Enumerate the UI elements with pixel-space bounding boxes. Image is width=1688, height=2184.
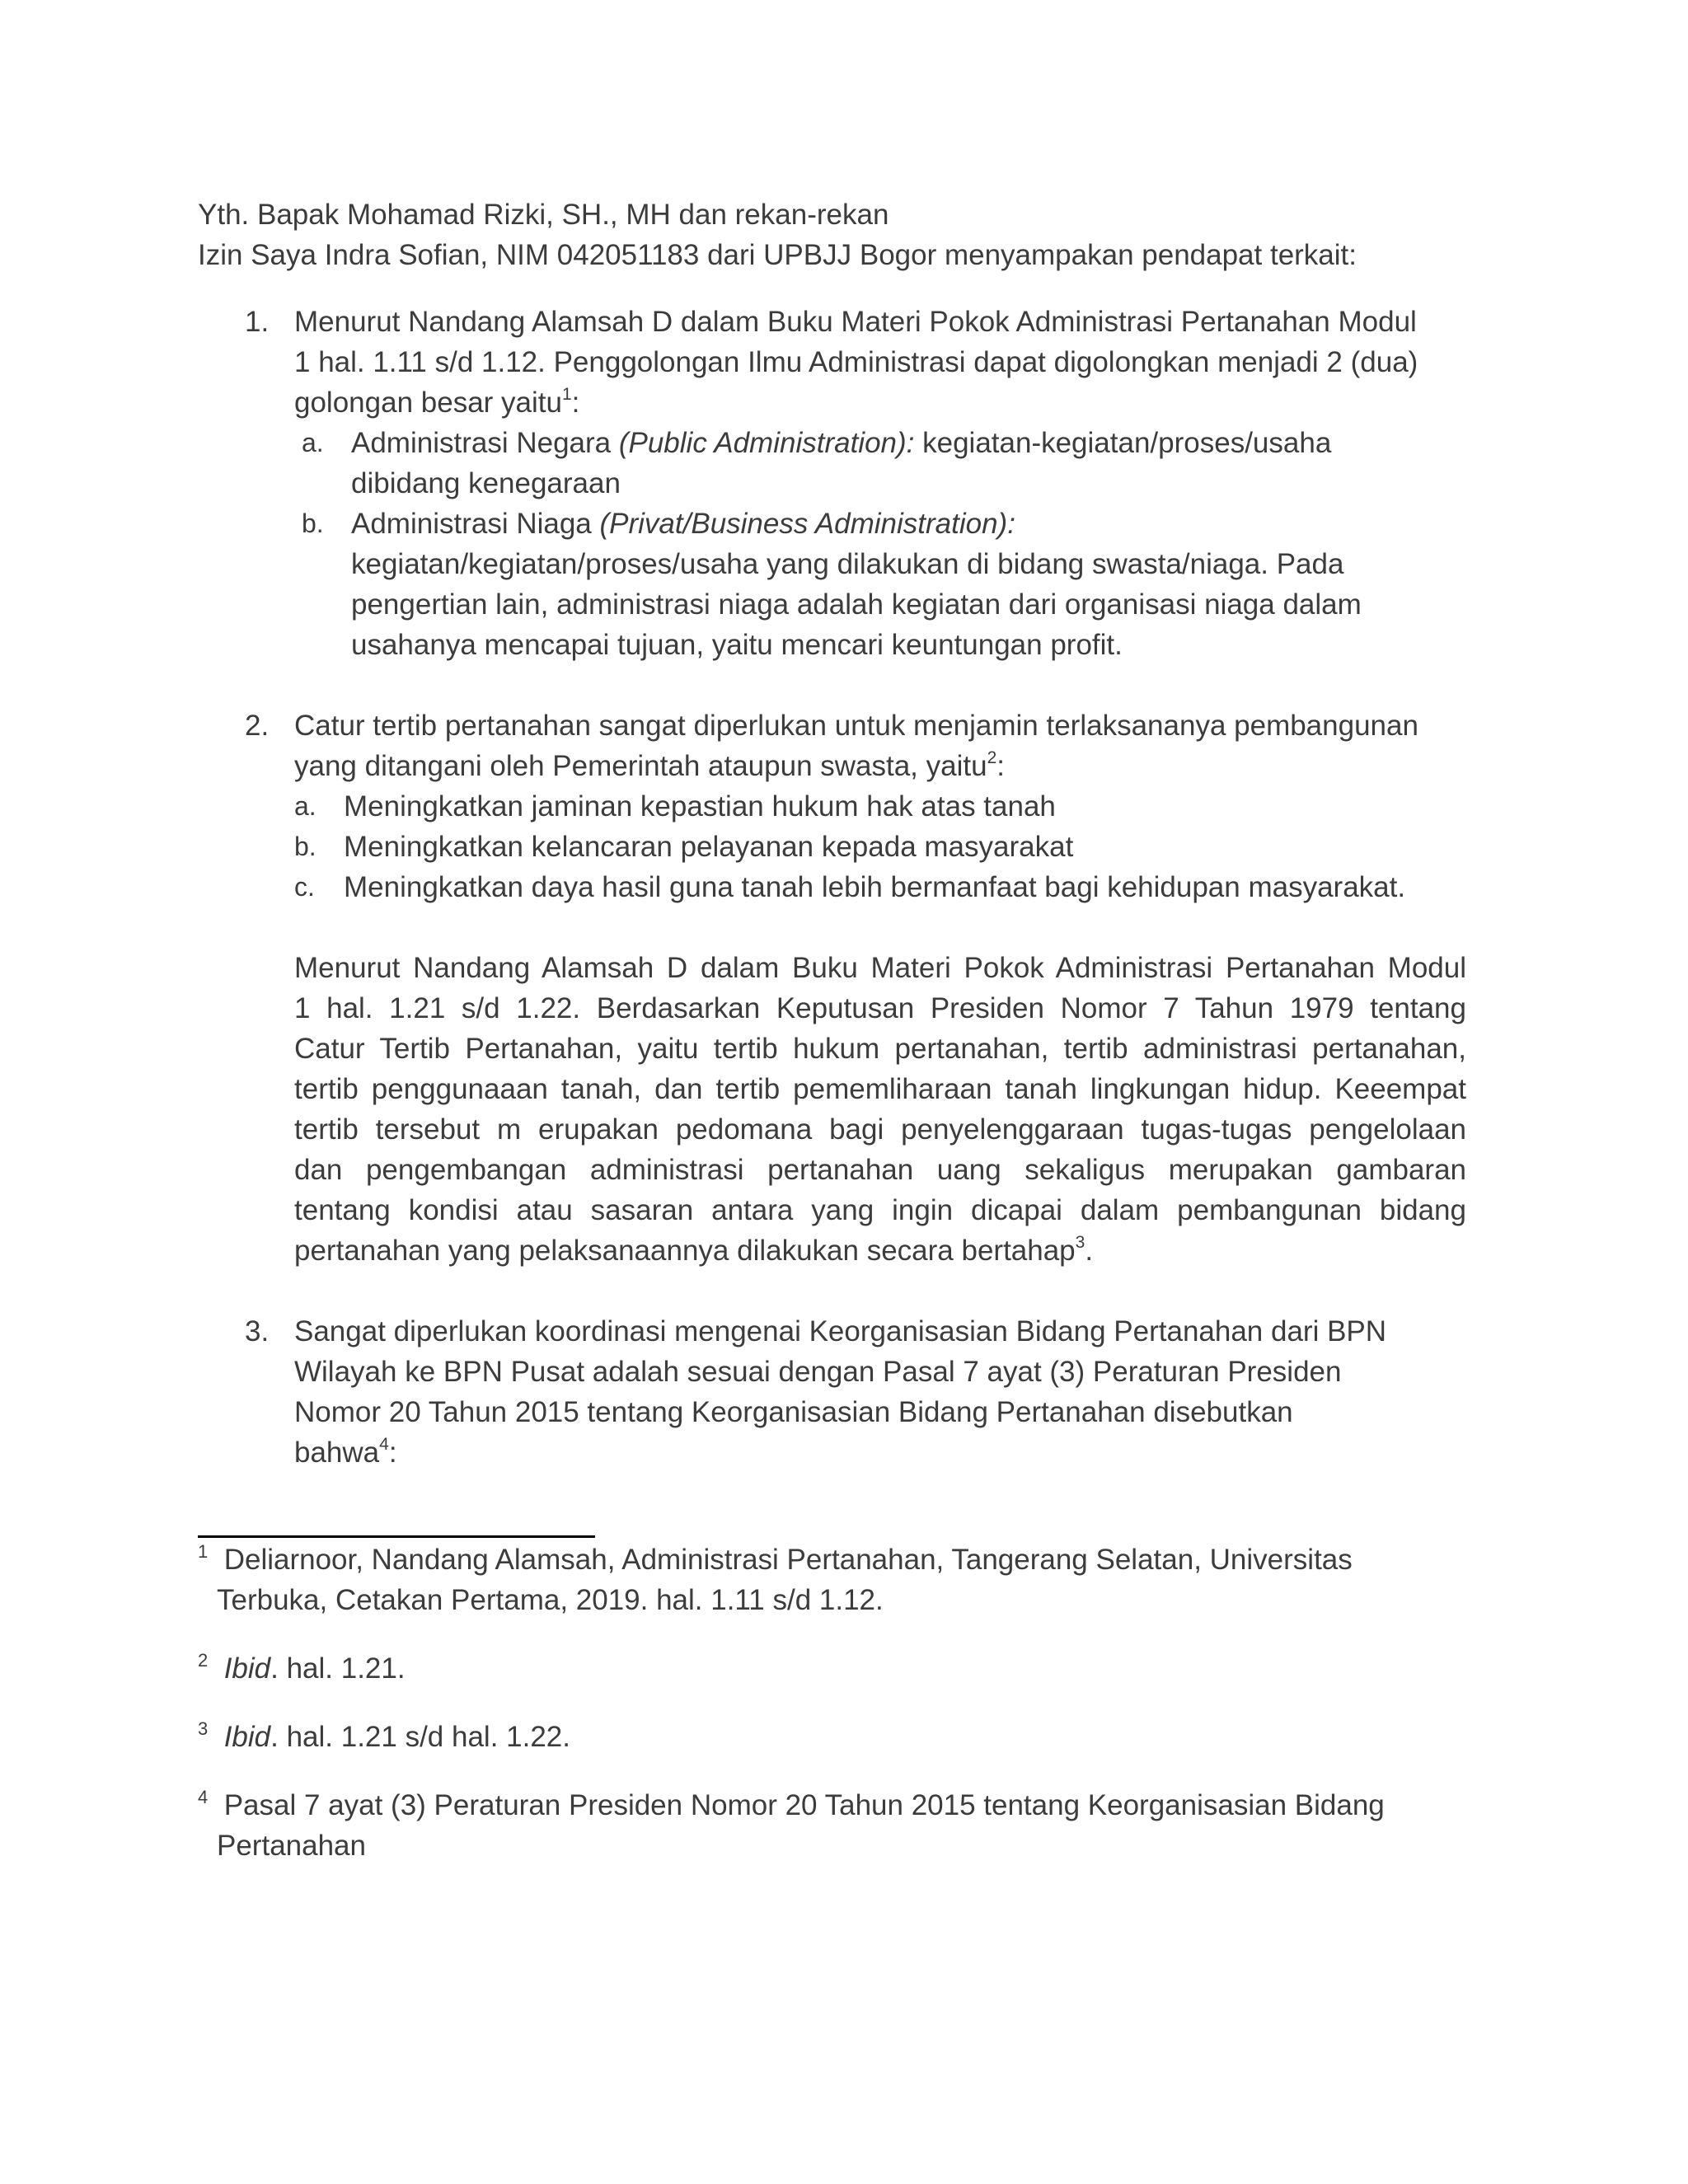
item-number: 3. — [245, 1315, 270, 1347]
footnote-text: . hal. 1.21 s/d hal. 1.22. — [270, 1721, 571, 1753]
item1b-italic: (Privat/Business Administration): — [599, 508, 1015, 540]
footnote-3 — [198, 1717, 570, 1757]
item2-line: Catur tertib pertanahan sangat diperlukan untuk menjamin terlaksananya pembangunan — [294, 710, 1418, 742]
footnote-text: Pasal 7 ayat (3) Peraturan Presiden Nomor 20 Tahun 2015 tentang Keorganisasian Bidang — [223, 1789, 1385, 1821]
sub-letter: b. — [294, 832, 316, 861]
item3-line: Wilayah ke BPN Pusat adalah sesuai dengan Pasal 7 ayat (3) Peraturan Presiden — [294, 1356, 1342, 1388]
sub-letter: c. — [294, 872, 315, 902]
footnote-italic: Ibid — [223, 1721, 271, 1753]
item2-text: yang ditangani oleh Pemerintah ataupun swasta, yaitu — [294, 750, 987, 782]
footnote-italic: Ibid — [223, 1652, 271, 1685]
item2-sub-line: Meningkatkan kelancaran pelayanan kepada masyarakat — [344, 831, 1074, 863]
footnote-ref: 4 — [379, 1435, 389, 1454]
item2-line — [294, 746, 1005, 786]
item1-text: golongan besar yaitu — [294, 387, 562, 419]
greeting-line: Yth. Bapak Mohamad Rizki, SH., MH dan rekan-rekan — [198, 199, 889, 231]
item1a-line: dibidang kenegaraan — [351, 467, 621, 499]
footnote-2 — [198, 1648, 406, 1689]
item2-para-text: pertanahan yang pelaksanaannya dilakukan secara bertahap — [294, 1235, 1076, 1267]
item2-para-line: dan pengembangan administrasi pertanahan uang sekaligus merupakan gambaran — [294, 1154, 1466, 1186]
item3-line — [294, 1432, 397, 1473]
item1b-line: usahanya mencapai tujuan, yaitu mencari keuntungan profit. — [351, 629, 1123, 661]
sub-letter: a. — [302, 428, 324, 457]
item1-line: Menurut Nandang Alamsah D dalam Buku Materi Pokok Administrasi Pertanahan Modul — [294, 306, 1417, 338]
sub-letter: a. — [294, 791, 316, 821]
footnote-4-cont: Pertanahan — [217, 1830, 366, 1862]
item2-para-line: tertib tersebut m erupakan pedomana bagi penyelenggaraan tugas-tugas pengelolaan — [294, 1113, 1466, 1146]
footnote-1-cont: Terbuka, Cetakan Pertama, 2019. hal. 1.11 s/d 1.12. — [217, 1584, 884, 1616]
item1a-text: kegiatan-kegiatan/proses/usaha — [914, 427, 1332, 459]
footnote-ref: 1 — [561, 385, 572, 404]
footnote-ref: 2 — [987, 748, 997, 767]
item-number: 2. — [245, 710, 270, 742]
item1a-text: Administrasi Negara — [351, 427, 619, 459]
item1b-line — [351, 504, 1015, 544]
item-number: 1. — [245, 306, 270, 338]
footnote-4 — [198, 1785, 1385, 1825]
footnote-text: Deliarnoor, Nandang Alamsah, Administrasi Pertanahan, Tangerang Selatan, Universitas — [223, 1544, 1353, 1576]
item1-line — [294, 382, 579, 423]
item2-para-line: Catur Tertib Pertanahan, yaitu tertib hukum pertanahan, tertib administrasi pertanahan, — [294, 1033, 1466, 1065]
item2-para-line: 1 hal. 1.21 s/d 1.22. Berdasarkan Keputusan Presiden Nomor 7 Tahun 1979 tentang — [294, 992, 1466, 1024]
footnote-mark: 2 — [198, 1650, 209, 1671]
sub-letter: b. — [302, 509, 324, 538]
item2-sub-line: Meningkatkan jaminan kepastian hukum hak atas tanah — [344, 790, 1056, 823]
intro-line: Izin Saya Indra Sofian, NIM 042051183 dari UPBJJ Bogor menyampakan pendapat terkait: — [198, 239, 1357, 271]
footnote-1 — [198, 1540, 1353, 1580]
item3-line: Nomor 20 Tahun 2015 tentang Keorganisasian Bidang Pertanahan disebutkan — [294, 1396, 1293, 1428]
item1a-line — [351, 423, 1331, 463]
item2-para-line: Menurut Nandang Alamsah D dalam Buku Materi Pokok Administrasi Pertanahan Modul — [294, 952, 1466, 984]
item1-text: : — [571, 387, 580, 419]
item3-text: bahwa — [294, 1436, 380, 1469]
item2-sub-line: Meningkatkan daya hasil guna tanah lebih bermanfaat bagi kehidupan masyarakat. — [344, 871, 1406, 903]
footnote-mark: 1 — [198, 1541, 209, 1562]
item2-para-text: . — [1085, 1235, 1094, 1267]
footnote-text: . hal. 1.21. — [270, 1652, 406, 1685]
item2-text: : — [996, 750, 1005, 782]
item1-line: 1 hal. 1.11 s/d 1.12. Penggolongan Ilmu Administrasi dapat digolongkan menjadi 2 (dua) — [294, 346, 1418, 378]
item2-para-line: tentang kondisi atau sasaran antara yang ingin dicapai dalam pembangunan bidang — [294, 1194, 1466, 1226]
footnote-mark: 3 — [198, 1718, 209, 1739]
item1a-italic: (Public Administration): — [618, 427, 915, 459]
footnote-separator — [198, 1535, 595, 1538]
item3-line: Sangat diperlukan koordinasi mengenai Keorganisasian Bidang Pertanahan dari BPN — [294, 1315, 1387, 1347]
item1b-text: Administrasi Niaga — [351, 508, 600, 540]
footnote-mark: 4 — [198, 1787, 209, 1807]
footnote-ref: 3 — [1075, 1233, 1085, 1252]
item1b-line: kegiatan/kegiatan/proses/usaha yang dilakukan di bidang swasta/niaga. Pada — [351, 548, 1344, 580]
item1b-line: pengertian lain, administrasi niaga adalah kegiatan dari organisasi niaga dalam — [351, 588, 1362, 621]
item2-para-line — [294, 1230, 1093, 1271]
item2-para-line: tertib penggunaaan tanah, dan tertib pememliharaan tanah lingkungan hidup. Keeempat — [294, 1073, 1466, 1105]
item3-text: : — [388, 1436, 397, 1469]
